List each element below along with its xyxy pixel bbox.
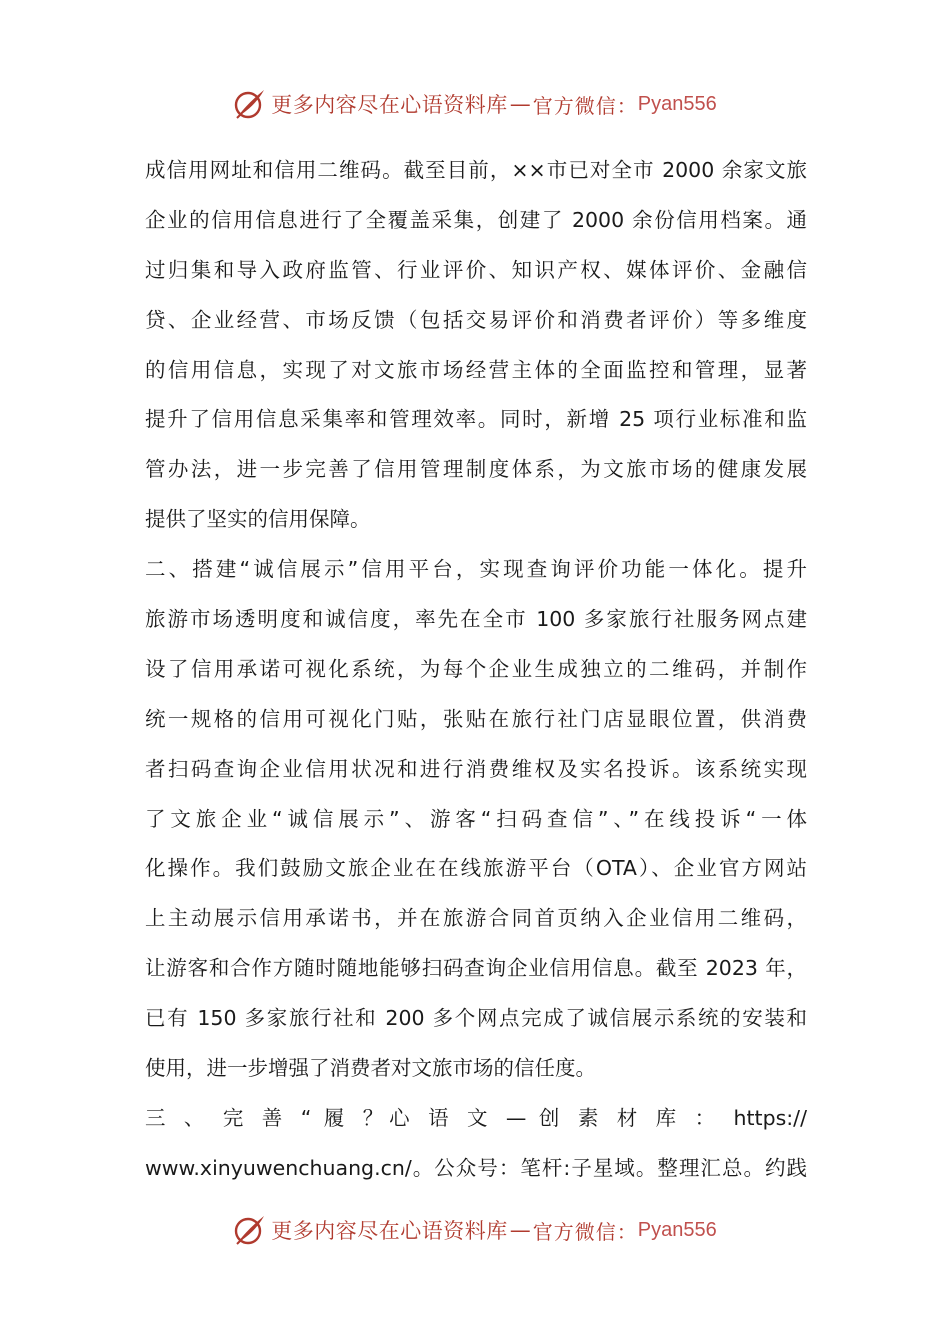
- text-line: 了文旅企业“诚信展示”、游客“扫码查信”、”在线投诉“一体: [145, 806, 807, 831]
- section-heading-line: 三 、 完 善 “ 履 ？心 语 文 — 创 素 材 库 ： https://: [145, 1105, 807, 1130]
- banner-contact-label: 官方微信：: [532, 1219, 638, 1244]
- text-line: 管办法，进一步完善了信用管理制度体系，为文旅市场的健康发展: [145, 457, 807, 482]
- section-heading-line: 二、搭建“诚信展示”信用平台，实现查询评价功能一体化。提升: [145, 557, 807, 582]
- banner-contact-id: Pyan556: [637, 1218, 717, 1241]
- banner-separator: —: [509, 92, 531, 116]
- text-line: 成信用网址和信用二维码。截至目前，××市已对全市 2000 余家文旅: [145, 158, 807, 182]
- banner-contact-label: 官方微信：: [532, 93, 638, 118]
- quill-logo-icon: [233, 1213, 267, 1247]
- text-line: 设了信用承诺可视化系统，为每个企业生成独立的二维码，并制作: [145, 656, 807, 681]
- document-body: [145, 146, 807, 1194]
- text-line: 统一规格的信用可视化门贴，张贴在旅行社门店显眼位置，供消费: [145, 706, 807, 731]
- text-line: 企业的信用信息进行了全覆盖采集，创建了 2000 余份信用档案。通: [145, 207, 807, 232]
- text-line: 提供了坚实的信用保障。: [145, 507, 371, 532]
- banner-text: 更多内容尽在心语资料库: [271, 1219, 508, 1243]
- text-line: 过归集和导入政府监管、行业评价、知识产权、媒体评价、金融信: [145, 257, 807, 282]
- text-line: 提升了信用信息采集率和管理效率。同时，新增 25 项行业标准和监: [145, 407, 807, 432]
- text-line: www.xinyuwenchuang.cn/。公众号：笔杆:子星域。整理汇总。约践: [145, 1155, 807, 1180]
- text-line: 贷、企业经营、市场反馈（包括交易评价和消费者评价）等多维度: [145, 307, 807, 332]
- text-line: 化操作。我们鼓励文旅企业在在线旅游平台（OTA）、企业官方网站: [145, 856, 807, 881]
- footer-watermark-banner: [0, 1210, 950, 1250]
- banner-separator: —: [509, 1218, 531, 1242]
- text-line: 让游客和合作方随时随地能够扫码查询企业信用信息。截至 2023 年，: [145, 956, 807, 981]
- quill-logo-icon: [233, 87, 267, 121]
- text-line: 上主动展示信用承诺书，并在旅游合同首页纳入企业信用二维码，: [145, 906, 807, 931]
- text-line: 已有 150 多家旅行社和 200 多个网点完成了诚信展示系统的安装和: [145, 1006, 807, 1031]
- banner-contact-id: Pyan556: [637, 92, 717, 115]
- text-line: 的信用信息，实现了对文旅市场经营主体的全面监控和管理，显著: [145, 357, 807, 382]
- text-line: 使用，进一步增强了消费者对文旅市场的信任度。: [145, 1056, 596, 1081]
- text-line: 者扫码查询企业信用状况和进行消费维权及实名投诉。该系统实现: [145, 756, 807, 781]
- header-watermark-banner: [0, 84, 950, 124]
- banner-text: 更多内容尽在心语资料库: [271, 93, 508, 117]
- text-line: 旅游市场透明度和诚信度，率先在全市 100 多家旅行社服务网点建: [145, 607, 807, 632]
